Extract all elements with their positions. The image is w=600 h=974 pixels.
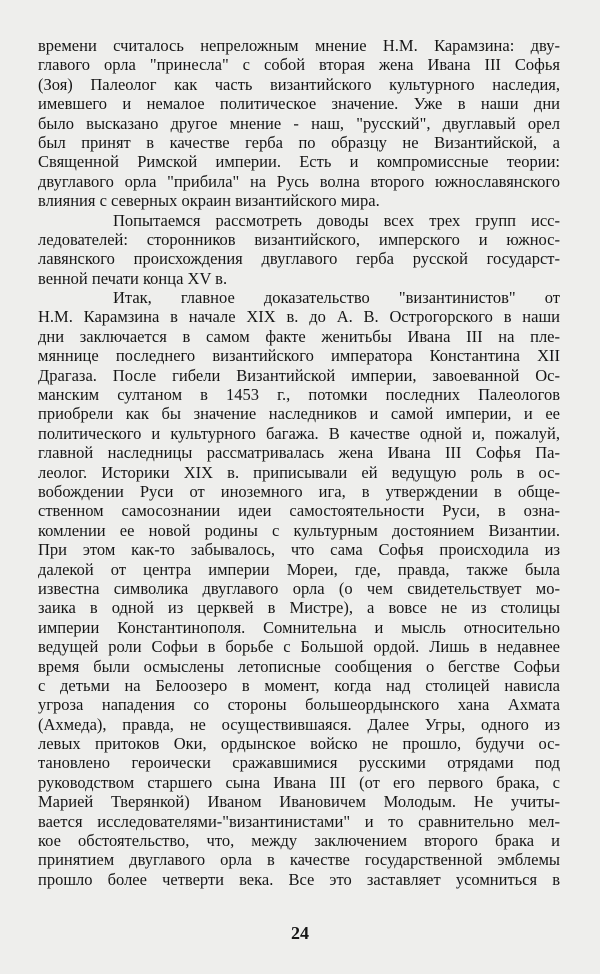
text-line: Н.М. Карамзина в начале XIX в. до А. В. Острогорского в наши (38, 307, 560, 327)
text-line: руководством старшего сына Ивана III (от его первого брака, с (38, 772, 560, 792)
page-number: 24 (291, 923, 309, 943)
text-line: двуглавого орла "прибила" на Русь волна второго южнославянского (38, 171, 560, 191)
body-text (38, 36, 560, 889)
text-line: было высказано другое мнение - наш, "русский", двуглавый орел (38, 113, 560, 133)
text-line: влияния с северных окраин византийского мира. (38, 191, 380, 211)
text-line: ственном самосознании идеи самостоятельности Руси, в озна- (38, 501, 560, 521)
text-line: Драгаза. После гибели Византийской империи, завоеванной Ос- (38, 365, 560, 385)
text-line: политического и культурного багажа. В качестве одной и, пожалуй, (38, 423, 560, 443)
text-line: При этом как-то забывалось, что сама Софья происходила из (38, 540, 560, 560)
text-line: был принят в качестве герба по образцу не Византийской, а (38, 132, 560, 152)
text-line: приобрели как бы значение наследников и самой империи, и ее (38, 404, 560, 424)
text-line: (Ахмеда), правда, не осуществившаяся. Далее Угры, одного из (38, 714, 560, 734)
text-line: угроза нападения со стороны большеордынского хана Ахмата (38, 695, 560, 715)
text-line: венной печати конца XV в. (38, 268, 228, 288)
text-line: кое обстоятельство, что, между заключением второго брака и (38, 831, 560, 851)
paragraph-1 (38, 36, 560, 211)
text-line: ледователей: сторонников византийского, имперского и южнос- (38, 229, 560, 249)
text-line: манским султаном в 1453 г., потомки последних Палеологов (38, 385, 560, 405)
text-line: прошло более четверти века. Все это заставляет усомниться в (38, 869, 560, 889)
text-line: с детьми на Белоозеро в момент, когда над столицей нависла (38, 675, 560, 695)
text-line: главной наследницы рассматривалась жена Ивана III Софья Па- (38, 443, 560, 463)
text-line: мяннице последнего византийского императора Константина XII (38, 346, 560, 366)
text-line: Марией Тверянкой) Иваном Ивановичем Молодым. Не учиты- (38, 792, 560, 812)
text-line: комлении ее новой родины с культурным достоянием Византии. (38, 520, 560, 540)
text-line: далекой от центра империи Мореи, где, правда, также была (38, 559, 560, 579)
paragraph-3 (38, 288, 560, 889)
text-line: империи Константинополя. Сомнительна и мысль относительно (38, 617, 560, 637)
text-line: вается исследователями-"византинистами" и то сравнительно мел- (38, 811, 560, 831)
text-line: время были осмыслены летописные сообщения о бегстве Софьи (38, 656, 560, 676)
text-line: дни заключается в самом факте женитьбы Ивана III на пле- (38, 326, 560, 346)
text-line: времени считалось непреложным мнение Н.М. Карамзина: дву- (38, 36, 560, 55)
text-line: тановлено героически сражавшимися русскими отрядами под (38, 753, 560, 773)
text-line: имевшего и немалое политическое значение. Уже в наши дни (38, 94, 560, 114)
text-line: главого орла "принесла" с собой вторая жена Ивана III Софья (38, 55, 560, 75)
text-line: принятием двуглавого орла в качестве государственной эмблемы (38, 850, 560, 870)
text-line: вобождении Руси от иноземного ига, в утверждении в обще- (38, 481, 560, 501)
text-line: ведущей роли Софьи в борьбе с Большой ордой. Лишь в недавнее (38, 637, 560, 657)
text-line: лавянского происхождения двуглавого герба русской государст- (38, 249, 560, 269)
text-line: леолог. Историки XIX в. приписывали ей ведущую роль в ос- (38, 462, 560, 482)
text-line: заика в одной из церквей в Мистре), а вовсе не из столицы (38, 598, 560, 618)
text-line: левых притоков Оки, ордынское войско не прошло, будучи ос- (38, 734, 560, 754)
text-line: (Зоя) Палеолог как часть византийского культурного наследия, (38, 74, 560, 94)
text-line: известна символика двуглавого орла (о чем свидетельствует мо- (38, 578, 560, 598)
text-line: Священной Римской империи. Есть и компромиссные теории: (38, 152, 560, 172)
text-line: Итак, главное доказательство "византинистов" от (113, 288, 560, 308)
text-line: Попытаемся рассмотреть доводы всех трех групп исс- (113, 210, 560, 230)
paragraph-2 (38, 211, 560, 289)
